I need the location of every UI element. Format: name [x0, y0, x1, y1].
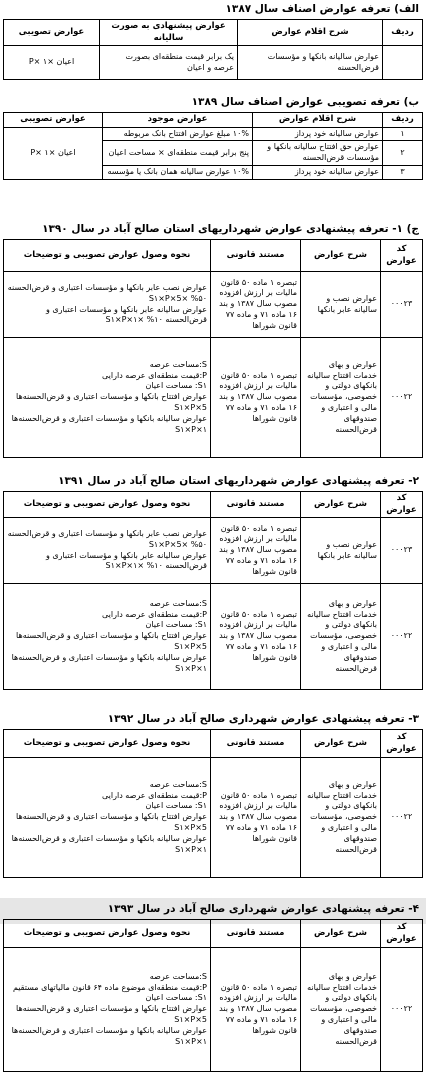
header-cell: شرح عوارض	[301, 730, 381, 758]
header-cell: عوارض تصویبی	[4, 113, 103, 127]
table-row	[4, 338, 423, 458]
method-line: عوارض سالیانه بانکها و مؤسسات اعتباری و قرض‌الحسنه‌ها S۱×P×۱	[11, 413, 207, 434]
header-cell: کد عوارض	[381, 730, 423, 758]
header-cell: مستند قانونی	[211, 920, 301, 948]
method-line: P:قیمت منطقه‌ای عرصه دارایی	[102, 790, 207, 800]
fee-description: عوارض نصب و سالیانه عابر بانکها	[301, 272, 381, 338]
method-line: S:مساحت عرصه	[149, 971, 207, 981]
method-line: عوارض سالیانه بانکها و مؤسسات اعتباری و قرض‌الحسنه‌ها S۱×P×۱	[11, 833, 207, 854]
fee-code: ۰۰۰۲۲	[381, 948, 423, 1072]
method-line: عوارض سالیانه عابر بانکها و مؤسسات اعتباری و قرض‌الحسنه ۱۰% ×S۱×P×۱	[45, 550, 207, 571]
table-1393	[3, 919, 423, 1072]
row-description: عوارض حق افتتاح سالیانه بانکها و مؤسسات قرض‌الحسنه	[253, 141, 383, 166]
legal-basis: تبصره ۱ ماده ۵۰ قانون مالیات بر ارزش افزوده مصوب سال ۱۳۸۷ و بند ۱۶ ماده ۷۱ و ماده ۷۷ قانون شوراها	[211, 272, 301, 338]
header-cell: نحوه وصول عوارض تصویبی و توضیحات	[4, 730, 211, 758]
method-line: S:مساحت عرصه	[149, 598, 207, 608]
method-line: S۱: مساحت اعیان	[145, 993, 207, 1003]
row-existing: ۱۰% عوارض سالیانه همان بانک یا مؤسسه	[103, 166, 253, 180]
table-header-row	[4, 920, 423, 948]
table-header-row	[4, 492, 423, 518]
header-cell: عوارض موجود	[103, 113, 253, 127]
row-description: عوارض سالیانه خود پرداز	[253, 127, 383, 141]
row-existing: ۱۰% مبلغ عوارض افتتاح بانک مربوطه	[103, 127, 253, 141]
row-approved: اعیان ×P× ۱	[4, 127, 103, 179]
section-alef-title: الف) تعرفه عوارض اصناف سال ۱۳۸۷	[225, 3, 419, 15]
header-cell: نحوه وصول عوارض تصویبی و توضیحات	[4, 492, 211, 518]
method-line: عوارض افتتاح بانکها و مؤسسات اعتباری و قرض‌الحسنه‌ها S۱×P×5	[16, 392, 207, 413]
row-description: عوارض سالیانه خود پرداز	[253, 166, 383, 180]
header-cell: عوارض تصویبی	[4, 20, 100, 46]
header-cell: شرح عوارض	[301, 240, 381, 272]
section-be-title: ب) تعرفه تصویبی عوارض اصناف سال ۱۳۸۹	[191, 96, 419, 108]
method-line: P:قیمت منطقه‌ای عرصه دارایی	[102, 609, 207, 619]
fee-code: ۰۰۰۲۲	[381, 758, 423, 878]
header-cell: شرح عوارض	[301, 920, 381, 948]
table-row	[4, 518, 423, 584]
header-cell: ردیف	[383, 20, 423, 46]
legal-basis: تبصره ۱ ماده ۵۰ قانون مالیات بر ارزش افزوده مصوب سال ۱۳۸۷ و بند ۱۶ ماده ۷۱ و ماده ۷۷ قانون شوراها	[211, 948, 301, 1072]
legal-basis: تبصره ۱ ماده ۵۰ قانون مالیات بر ارزش افزوده مصوب سال ۱۳۸۷ و بند ۱۶ ماده ۷۱ و ماده ۷۷ قانون شوراها	[211, 758, 301, 878]
header-cell: شرح اقلام عوارض	[253, 113, 383, 127]
be-table	[3, 112, 423, 180]
table-1390	[3, 239, 423, 458]
table-row	[4, 127, 423, 141]
section-1393	[3, 902, 423, 1072]
section-1392-title: ۳- تعرفه پیشنهادی عوارض شهرداری صالح آباد در سال ۱۳۹۲	[107, 713, 419, 725]
legal-basis: تبصره ۱ ماده ۵۰ قانون مالیات بر ارزش افزوده مصوب سال ۱۳۸۷ و بند ۱۶ ماده ۷۱ و ماده ۷۷ قانون شوراها	[211, 584, 301, 690]
method-line: S:مساحت عرصه	[149, 359, 207, 369]
row-description: عوارض سالیانه بانکها و مؤسسات قرض‌الحسنه	[238, 46, 383, 80]
table-header-row	[4, 113, 423, 127]
row-number: ۳	[383, 166, 423, 180]
header-cell: کد عوارض	[381, 240, 423, 272]
fee-code: ۰۰۰۲۲	[381, 584, 423, 690]
legal-basis: تبصره ۱ ماده ۵۰ قانون مالیات بر ارزش افزوده مصوب سال ۱۳۸۷ و بند ۱۶ ماده ۷۱ و ماده ۷۷ قانون شوراها	[211, 338, 301, 458]
method-line: S۱: مساحت اعیان	[145, 620, 207, 630]
table-header-row	[4, 240, 423, 272]
table-row	[4, 758, 423, 878]
method-line: عوارض نصب عابر بانکها و مؤسسات اعتباری و قرض‌الحسنه ۵۰% ×S۱×P×5	[7, 283, 207, 303]
method-line: عوارض سالیانه عابر بانکها و مؤسسات اعتباری و قرض‌الحسنه ۱۰% ×S۱×P×۱	[45, 304, 207, 325]
fee-description: عوارض نصب و سالیانه عابر بانکها	[301, 518, 381, 584]
fee-description: عوارض و بهای خدمات افتتاح سالیانه بانکهای دولتی و خصوصی، مؤسسات مالی و اعتباری و صندوقهای قرض‌الحسنه	[301, 584, 381, 690]
collection-method	[4, 338, 211, 458]
header-cell: عوارض پیشنهادی به صورت سالیانه	[100, 20, 238, 46]
fee-code: ۰۰۰۲۳	[381, 518, 423, 584]
table-row	[4, 584, 423, 690]
section-1390	[3, 222, 423, 458]
table-header-row	[4, 20, 423, 46]
method-line: عوارض افتتاح بانکها و مؤسسات اعتباری و قرض‌الحسنه‌ها S۱×P×5	[16, 1004, 207, 1025]
section-1391-title: ۲- تعرفه پیشنهادی عوارض شهرداریهای استان صالح آباد در سال ۱۳۹۱	[58, 475, 419, 487]
method-line: عوارض افتتاح بانکها و مؤسسات اعتباری و قرض‌الحسنه‌ها S۱×P×5	[16, 631, 207, 652]
table-row	[4, 272, 423, 338]
collection-method	[4, 948, 211, 1072]
row-number: ۱	[383, 127, 423, 141]
header-cell: مستند قانونی	[211, 492, 301, 518]
header-cell: مستند قانونی	[211, 730, 301, 758]
header-cell: نحوه وصول عوارض تصویبی و توضیحات	[4, 920, 211, 948]
method-line: S:مساحت عرصه	[149, 779, 207, 789]
header-cell: مستند قانونی	[211, 240, 301, 272]
collection-method	[4, 584, 211, 690]
collection-method	[4, 272, 211, 338]
table-1392	[3, 729, 423, 878]
method-line: عوارض نصب عابر بانکها و مؤسسات اعتباری و قرض‌الحسنه ۵۰% ×S۱×P×5	[7, 529, 207, 549]
row-proposed: یک برابر قیمت منطقه‌ای بصورت عرصه و اعیان	[100, 46, 238, 80]
section-1391	[3, 474, 423, 690]
fee-code: ۰۰۰۲۲	[381, 338, 423, 458]
method-line: عوارض افتتاح بانکها و مؤسسات اعتباری و قرض‌الحسنه‌ها S۱×P×5	[16, 812, 207, 833]
fee-description: عوارض و بهای خدمات افتتاح سالیانه بانکهای دولتی و خصوصی، مؤسسات مالی و اعتباری و صندوقهای قرض‌الحسنه	[301, 338, 381, 458]
header-cell: شرح اقلام عوارض	[238, 20, 383, 46]
section-1392	[3, 712, 423, 878]
row-number	[383, 46, 423, 80]
section-be	[3, 95, 423, 180]
legal-basis: تبصره ۱ ماده ۵۰ قانون مالیات بر ارزش افزوده مصوب سال ۱۳۸۷ و بند ۱۶ ماده ۷۱ و ماده ۷۷ قانون شوراها	[211, 518, 301, 584]
row-approved: اعیان ×P× ۱	[4, 46, 100, 80]
fee-code: ۰۰۰۲۳	[381, 272, 423, 338]
row-existing: پنج برابر قیمت منطقه‌ای × مساحت اعیان	[103, 141, 253, 166]
collection-method	[4, 518, 211, 584]
method-line: S۱: مساحت اعیان	[145, 801, 207, 811]
method-line: عوارض سالیانه بانکها و مؤسسات اعتباری و قرض‌الحسنه‌ها S۱×P×۱	[11, 1025, 207, 1046]
alef-table	[3, 19, 423, 80]
method-line: P:قیمت منطقه‌ای عرصه دارایی	[102, 370, 207, 380]
table-row	[4, 948, 423, 1072]
table-row	[4, 46, 423, 80]
header-cell: کد عوارض	[381, 920, 423, 948]
fee-description: عوارض و بهای خدمات افتتاح سالیانه بانکهای دولتی و خصوصی، مؤسسات مالی و اعتباری و صندوقهای قرض‌الحسنه	[301, 948, 381, 1072]
row-number: ۲	[383, 141, 423, 166]
method-line: عوارض سالیانه بانکها و مؤسسات اعتباری و قرض‌الحسنه‌ها S۱×P×۱	[11, 652, 207, 673]
section-alef	[3, 2, 423, 80]
fee-description: عوارض و بهای خدمات افتتاح سالیانه بانکهای دولتی و خصوصی، مؤسسات مالی و اعتباری و صندوقهای قرض‌الحسنه	[301, 758, 381, 878]
header-cell: نحوه وصول عوارض تصویبی و توضیحات	[4, 240, 211, 272]
method-line: S۱: مساحت اعیان	[145, 381, 207, 391]
section-1393-title: ۴- تعرفه پیشنهادی عوارض شهرداری صالح آباد در سال ۱۳۹۳	[107, 903, 419, 915]
collection-method	[4, 758, 211, 878]
header-cell: کد عوارض	[381, 492, 423, 518]
table-1391	[3, 491, 423, 690]
header-cell: شرح عوارض	[301, 492, 381, 518]
section-1390-title: ج) ۱- تعرفه پیشنهادی عوارض شهرداریهای استان صالح آباد در سال ۱۳۹۰	[42, 223, 419, 235]
header-cell: ردیف	[383, 113, 423, 127]
method-line: P:قیمت منطقه‌ای موضوع ماده ۶۴ قانون مالیاتهای مستقیم	[12, 982, 207, 992]
table-header-row	[4, 730, 423, 758]
